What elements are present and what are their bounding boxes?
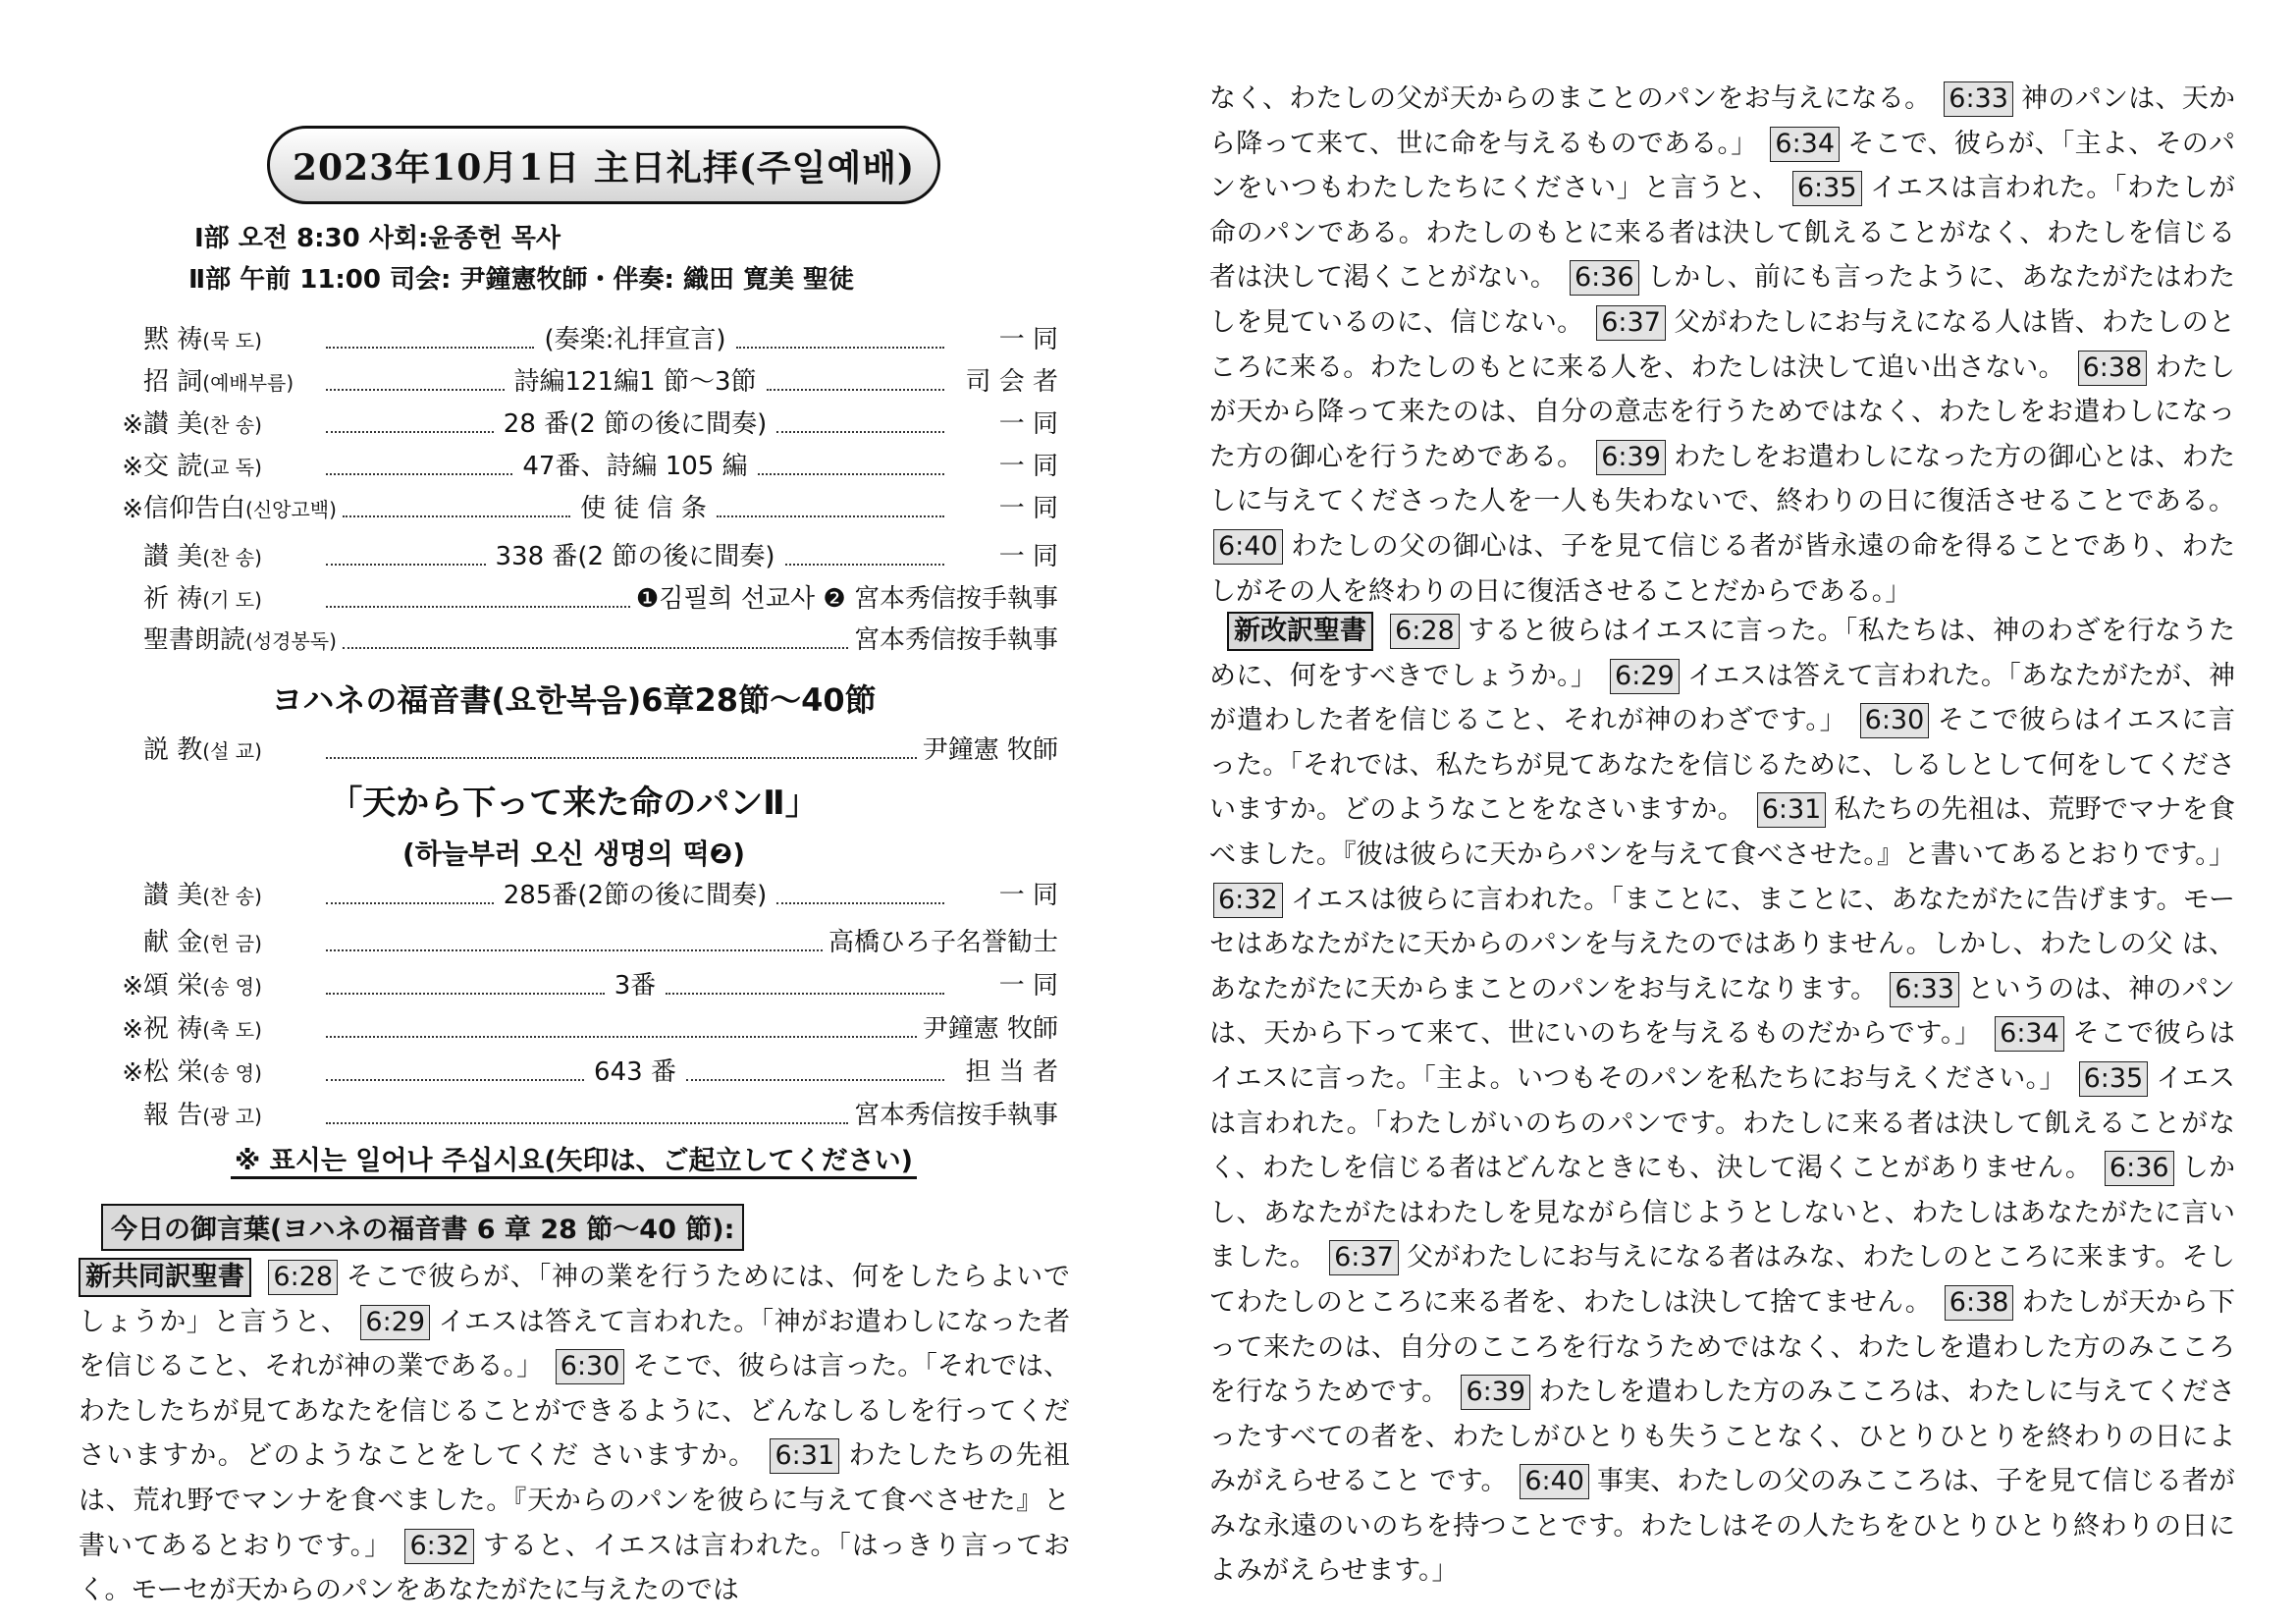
scripture-reference: ヨハネの福音書(요한복음)6章28節～40節 [271, 681, 877, 719]
order-row: 黙 祷(묵 도) (奏楽:礼拝宣言) 一 同 [116, 316, 1058, 355]
order-row: 献 金(헌 금) 高橋ひろ子名誉勧士 [116, 919, 1058, 958]
order-label: 頌 栄(송 영) [143, 971, 262, 1001]
order-label: 黙 祷(묵 도) [143, 325, 262, 354]
order-label: 説 教(설 교) [143, 735, 262, 765]
verse-number: 6:37 [1596, 305, 1666, 341]
order-row: 招 詞(예배부름) 詩編121編1 節～3節 司 会 者 [116, 358, 1058, 398]
verse-number: 6:28 [268, 1260, 338, 1295]
verse-number: 6:33 [1890, 972, 1959, 1007]
order-row: ※ 信仰告白(신앙고백) 使 徒 信 条 一 同 [116, 485, 1058, 524]
order-row: ※ 讃 美(찬 송) 28 番(2 節の後に間奏) 一 同 [116, 401, 1058, 440]
verse-text: すると彼らはイエスに言った。「私たちは、神のわざを行なうために、何をすべきでしょうか。」 [1209, 616, 2235, 691]
verse-text: 父がわたしにお与えになる人は皆、わたしのところに来る。わたしのもとに来る人を、わたしは決して追い出さない。 [1209, 306, 2236, 383]
verse-text: イエスは答えて言われた。「あなたがたが、神が遣わした者を信じること、それが神のわざです。」 [1209, 660, 2235, 736]
verse-text: そこで、彼らは言った。「それでは、わたしたちが見てあなたを信じることができるように、どんなしるしを行ってくださいますか。どのようなことをしてくだ さいますか。 [79, 1351, 1070, 1472]
verse-text: イエスは言われた。「わたしが命のパンである。わたしのもとに来る者は決して飢えることがなく、わたしを信じる者は決して渇くことがない。 [1209, 173, 2235, 294]
verse-text: わたしをお遣わしになった方の御心とは、わたしに与えてくださった人を一人も失わないで、終わりの日に復活させることである。 [1209, 441, 2236, 517]
verse-text: イエスは彼らに言われた。「まことに、まことに、あなたがたに告げます。モーセはあなたがたに天からのパンを与えたのではありません。しかし、わたしの父 は、あなたがたに天からまことのパンをお与えになります。 [1209, 884, 2235, 1004]
order-label: 祝 祷(축 도) [143, 1014, 262, 1044]
verse-number: 6:30 [556, 1349, 625, 1384]
order-row: ※ 祝 祷(축 도) 尹鐘憲 牧師 [116, 1005, 1058, 1045]
verse-number: 6:32 [1213, 883, 1283, 918]
verse-number: 6:28 [1390, 614, 1460, 649]
verse-number: 6:40 [1520, 1464, 1589, 1499]
verse-number: 6:30 [1860, 703, 1930, 738]
verse-text: 父がわたしにお与えになる者はみな、わたしのところに来ます。そしてわたしのところに来る者を、わたしは決して捨てません。 [1209, 1242, 2235, 1318]
order-label: 招 詞(예배부름) [143, 367, 294, 397]
verse-text: わたしを遣わした方のみこころは、わたしに与えてくださったすべての者を、わたしがひとりも失うことなく、ひとりひとりを終わりの日によみがえらせること です。 [1209, 1377, 2235, 1497]
verse-text: 神のパンは、天から降って来て、世に命を与えるものである。」 [1209, 83, 2235, 159]
order-label: 交 読(교 독) [143, 452, 262, 481]
order-label: 祈 祷(기 도) [143, 584, 262, 614]
verse-number: 6:39 [1596, 440, 1666, 475]
verse-text: すると、イエスは言われた。「はっきり言っておく。モーセが天からのパンをあなたがたに与えたのでは [79, 1530, 1070, 1606]
order-label: 聖書朗読(성경봉독) [143, 625, 337, 655]
order-row: 祈 祷(기 도) ❶김필희 선교사 ❷ 宮本秀信按手執事 [116, 575, 1058, 615]
verse-text: イエスは言われた。「わたしがいのちのパンです。わたしに来る者は決して飢えることがなく、わたしを信じる者はどんなときにも、決して渇くことがありません。 [1209, 1062, 2236, 1184]
todays-word-header: 今日の御言葉(ヨハネの福音書 6 章 28 節～40 節): [101, 1204, 744, 1251]
order-label: 松 栄(송 영) [143, 1057, 262, 1087]
verse-number: 6:29 [1610, 659, 1680, 694]
order-row: 聖書朗読(성경봉독) 宮本秀信按手執事 [116, 617, 1058, 656]
translation-tag: 新共同訳聖書 [79, 1258, 251, 1297]
sermon-row: 説 教(설 교) 尹鐘憲 牧師 [116, 727, 1058, 766]
order-label: 讃 美(찬 송) [143, 542, 262, 571]
part1-info: Ⅰ部 오전 8:30 사회:윤종헌 목사 [194, 224, 561, 253]
verse-text: わたしたちの先祖は、荒れ野でマンナを食べました。『天からのパンを彼らに与えて食べさせた』と書いてあるとおりです。」 [79, 1440, 1070, 1561]
verse-number: 6:38 [2078, 351, 2148, 386]
order-row: ※ 松 栄(송 영) 643 番 担 当 者 [116, 1049, 1058, 1088]
order-label: 讃 美(찬 송) [143, 881, 262, 910]
order-row: ※ 頌 栄(송 영) 3番 一 同 [116, 962, 1058, 1001]
order-row: 讃 美(찬 송) 338 番(2 節の後に間奏) 一 同 [116, 533, 1058, 572]
verse-number: 6:34 [1770, 127, 1840, 162]
verse-number: 6:33 [1944, 81, 2013, 117]
part2-info: Ⅱ部 午前 11:00 司会: 尹鐘憲牧師・伴奏: 織田 寛美 聖徒 [188, 265, 855, 295]
sermon-title: 「天から下って来た命のパンⅡ」 [329, 784, 819, 823]
shinkaiyaku-passage [1209, 609, 2235, 1594]
verse-number: 6:36 [2105, 1151, 2174, 1186]
verse-number: 6:35 [2079, 1061, 2149, 1097]
verse-number: 6:38 [1945, 1285, 2014, 1321]
verse-text: しかし、あなたがたはわたしを見ながら信じようとしないと、わたしはあなたがたに言いました。 [1209, 1153, 2235, 1273]
verse-text: そこで彼らはイエスに言った。「主よ。いつもそのパンを私たちにお与えください。」 [1209, 1018, 2236, 1094]
order-row: 報 告(광 고) 宮本秀信按手執事 [116, 1092, 1058, 1131]
verse-text: というのは、神のパンは、天から下って来て、世にいのちを与えるものだからです。」 [1209, 973, 2236, 1050]
verse-number: 6:39 [1461, 1375, 1530, 1410]
verse-number: 6:37 [1329, 1240, 1399, 1275]
verse-text: なく、わたしの父が天からのまことのパンをお与えになる。 [1209, 83, 1932, 114]
order-label: 報 告(광 고) [143, 1101, 262, 1130]
verse-text: しかし、前にも言ったように、あなたがたはわたしを見ているのに、信じない。 [1209, 262, 2235, 338]
verse-number: 6:34 [1995, 1016, 2064, 1052]
right-page [1148, 0, 2296, 1624]
verse-text: そこで彼らはイエスに言った。「それでは、私たちが見てあなたを信じるために、しるしとして何をしてくださいますか。どのようなことをなさいますか。 [1209, 705, 2235, 826]
stand-note: ※ 표시는 일어나 주십시요(矢印は、ご起立してください) [0, 1139, 1148, 1177]
shinkyodo-passage-continued [1209, 77, 2235, 614]
translation-tag: 新改訳聖書 [1227, 612, 1373, 651]
order-label: 信仰告白(신앙고백) [143, 494, 337, 523]
verse-number: 6:31 [770, 1438, 839, 1474]
verse-number: 6:31 [1757, 792, 1827, 828]
verse-number: 6:35 [1792, 171, 1862, 206]
verse-text: わたしが天から降って来たのは、自分の意志を行うためではなく、わたしをお遣わしになった方の御心を行うためである。 [1209, 352, 2235, 472]
bulletin-title: 2023年10月1日 主日礼拝(주일예배) [267, 126, 940, 204]
shinkyodo-passage [79, 1255, 1070, 1613]
verse-text: わたしが天から下って来たのは、自分のこころを行なうためではなく、わたしを遣わした方のみこころを行なうためです。 [1209, 1286, 2235, 1408]
order-row: ※ 交 読(교 독) 47番、詩編 105 編 一 同 [116, 443, 1058, 482]
verse-text: わたしの父の御心は、子を見て信じる者が皆永遠の命を得ることであり、わたしがその人を終わりの日に復活させることだからである。」 [1209, 530, 2235, 607]
verse-text: そこで彼らが、「神の業を行うためには、何をしたらよいでしょうか」と言うと、 [79, 1262, 1070, 1337]
verse-text: 私たちの先祖は、荒野でマナを食べました。『彼は彼らに天からパンを与えて食べさせた。』と書いてあるとおりです。」 [1209, 794, 2235, 870]
verse-number: 6:36 [1570, 260, 1639, 296]
verse-number: 6:40 [1213, 529, 1283, 565]
verse-number: 6:32 [404, 1529, 474, 1564]
order-label: 讃 美(찬 송) [143, 409, 262, 439]
sermon-subtitle: (하늘부러 오신 생명의 떡❷) [401, 838, 746, 870]
verse-text: そこで、彼らが、「主よ、そのパンをいつもわたしたちにください」と言うと、 [1209, 128, 2235, 204]
verse-number: 6:29 [360, 1305, 430, 1340]
verse-text: イエスは答えて言われた。「神がお遣わしになった者を信じること、それが神の業である。」 [79, 1306, 1071, 1382]
verse-text: 事実、わたしの父のみこころは、子を見て信じる者がみな永遠のいのちを持つことです。わたしはその人たちをひとりひとり終わりの日によみがえらせます。」 [1209, 1466, 2235, 1587]
order-row: 讃 美(찬 송) 285番(2節の後に間奏) 一 同 [116, 872, 1058, 911]
order-label: 献 金(헌 금) [143, 928, 262, 957]
